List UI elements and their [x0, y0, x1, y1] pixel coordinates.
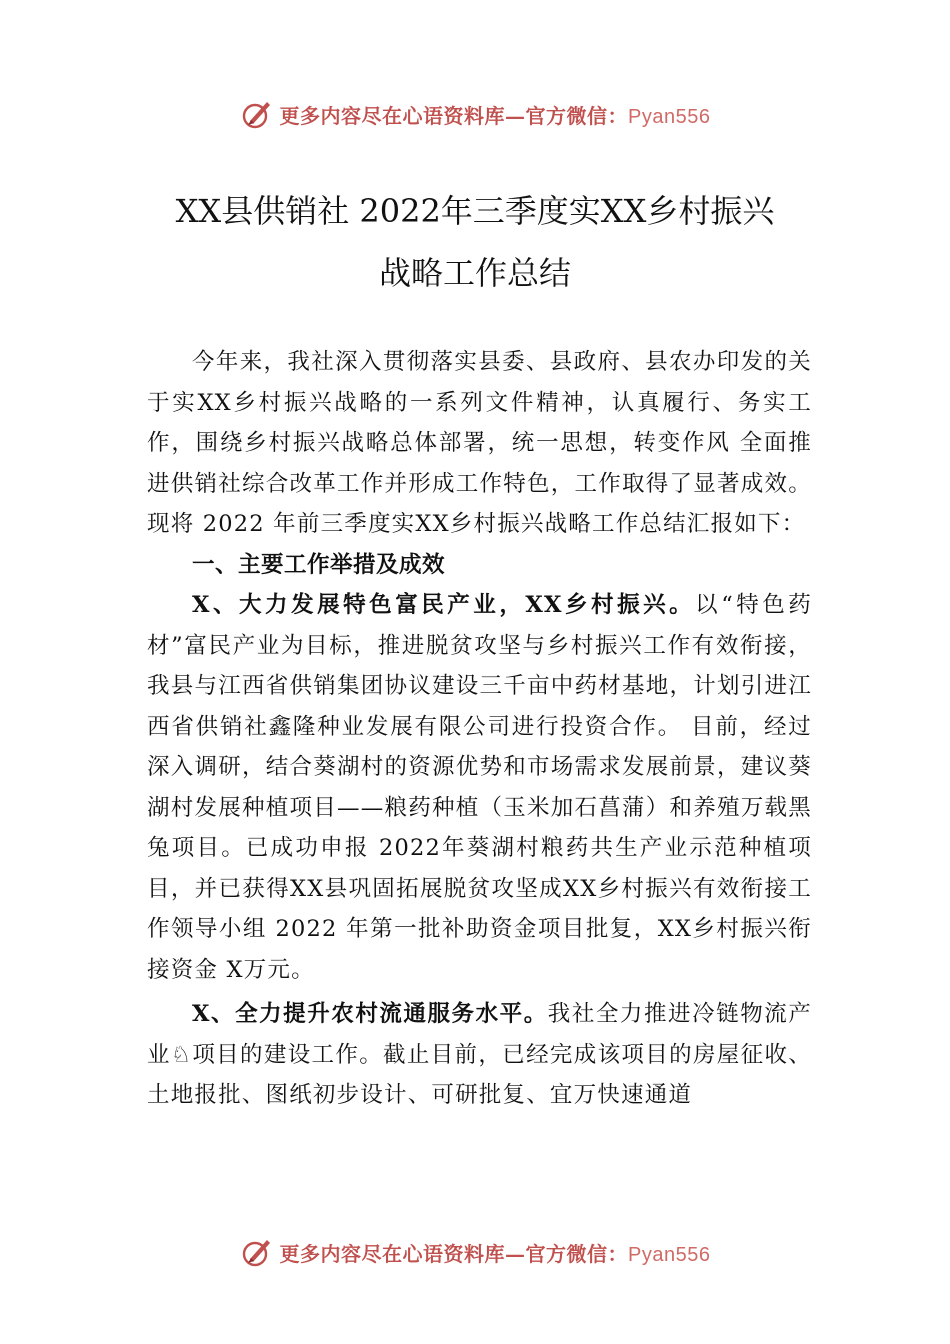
section-heading: 一、主要工作举措及成效 — [192, 551, 446, 578]
header-watermark — [0, 94, 950, 134]
item-1-body: 以“特色药材”富民产业为目标，推进脱贫攻坚与乡村振兴工作有效衔接，我县与江西省供销集团协议建设三千亩中药材基地，计划引进江西省供销社鑫隆种业发展有限公司进行投资合作。 目前，经过深入调研，结合葵湖村的资源优势和市场需求发展前景，建议葵湖村发展种植项目——粮药种植（玉米加石菖蒲）和养殖万载黑兔项目。已成功申报 2022年葵湖村粮药共生产业示范种植项目，并已获得XX县巩固拓展脱贫攻坚成XX乡村振兴有效衔接工作领导小组 2022 年第一批补助资金项目批复，XX乡村振兴衔接资金 X万元。 — [147, 592, 812, 983]
title-line-2: 战略工作总结 — [378, 254, 571, 292]
document-body — [147, 342, 812, 1116]
watermark-text: 更多内容尽在心语资料库—官方微信：Pyan556 — [279, 1241, 711, 1266]
watermark-text: 更多内容尽在心语资料库—官方微信：Pyan556 — [279, 103, 711, 128]
intro-paragraph: 今年来，我社深入贯彻落实县委、县政府、县农办印发的关于实XX乡村振兴战略的一系列文件精神，认真履行、务实工作，围绕乡村振兴战略总体部署，统一思想，转变作风 全面推进供销社综合改革工作并形成工作特色，工作取得了显著成效。现将 2022 年前三季度实XX乡村振兴战略工作总结汇报如下： — [147, 349, 812, 537]
item-2-lead: X、全力提升农村流通服务水平。 — [192, 1001, 548, 1027]
item-1-paragraph — [147, 585, 812, 990]
footer-watermark — [0, 1232, 950, 1272]
quill-pen-logo-icon — [240, 97, 274, 131]
quill-pen-logo-icon — [240, 1235, 274, 1269]
item-1-lead: X、大力发展特色富民产业，XX乡村振兴。 — [192, 592, 696, 618]
item-2-paragraph — [147, 994, 812, 1116]
item-2-body: 我社全力推进冷链物流产业♘项目的建设工作。截止目前，已经完成该项目的房屋征收、土地报批、图纸初步设计、可研批复、宜万快速通道 — [147, 1001, 812, 1108]
title-line-1: XX县供销社 2022年三季度实XX乡村振兴 — [175, 192, 775, 230]
document-title — [130, 180, 820, 304]
